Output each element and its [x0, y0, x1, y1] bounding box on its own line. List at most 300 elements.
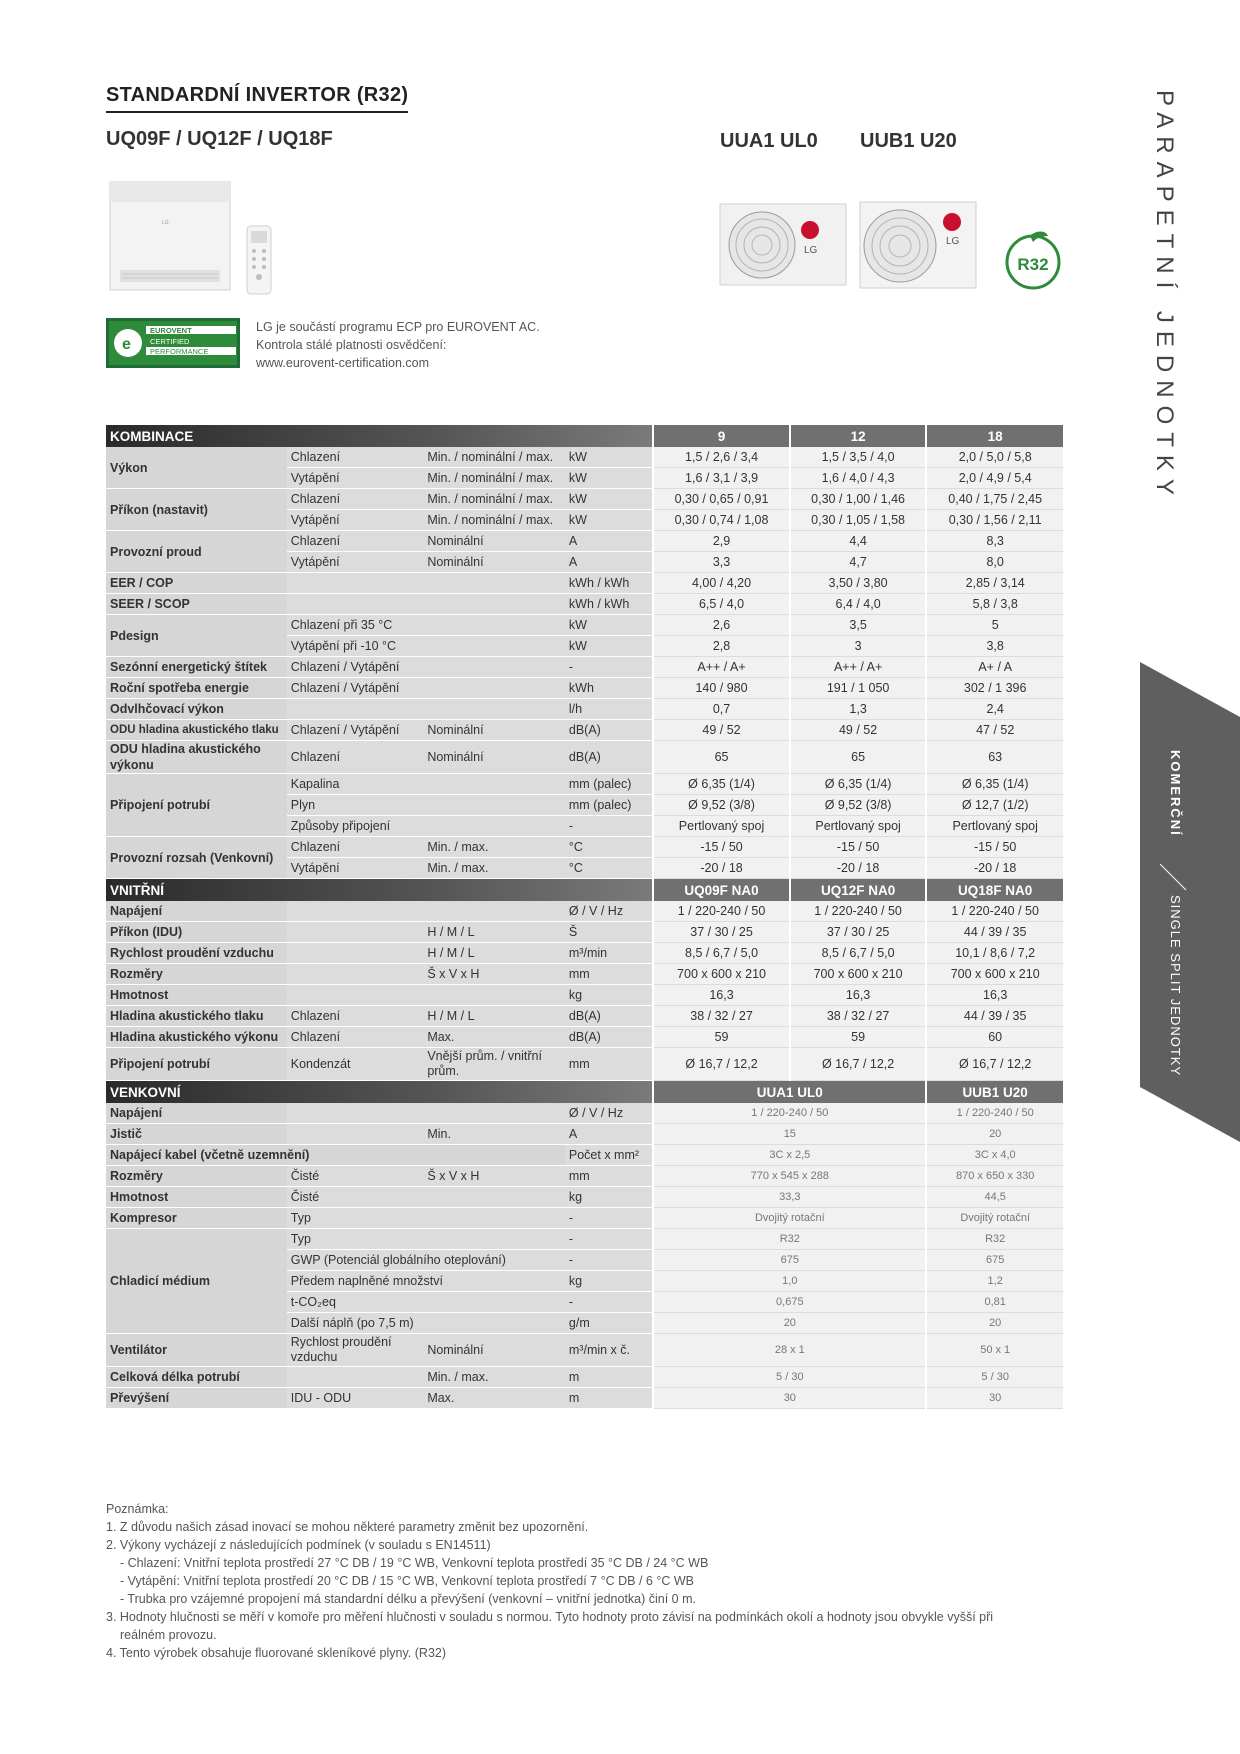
table-cell: 870 x 650 x 330: [926, 1166, 1063, 1187]
row-sublabel: Chlazení: [287, 1027, 424, 1048]
row-unit: m: [565, 1367, 653, 1388]
row-label: Odvlhčovací výkon: [106, 699, 287, 720]
eurovent-text-line-3: www.eurovent-certification.com: [256, 356, 429, 370]
table-cell: 38 / 32 / 27: [653, 1006, 790, 1027]
combo-header-row: [106, 425, 1063, 447]
row-sublabel: [287, 1367, 424, 1388]
row-unit: dB(A): [565, 720, 653, 741]
table-cell: 2,0 / 4,9 / 5,4: [926, 468, 1063, 489]
table-cell: 1,6 / 4,0 / 4,3: [790, 468, 927, 489]
row-label: Sezónní energetický štítek: [106, 657, 287, 678]
row-sublabel: Chlazení: [287, 447, 424, 468]
eurovent-logo: [106, 318, 240, 368]
table-row: [106, 1124, 1063, 1145]
side-title-text: PARAPETNÍ JEDNOTKY: [1151, 90, 1178, 503]
table-cell: -15 / 50: [653, 837, 790, 858]
row-label: Rozměry: [106, 964, 287, 985]
row-label: Výkon: [106, 447, 287, 489]
table-cell: 20: [653, 1313, 926, 1334]
row-unit: kW: [565, 615, 653, 636]
row-condition: [423, 594, 565, 615]
table-cell: 4,4: [790, 531, 927, 552]
row-sublabel: [287, 943, 424, 964]
table-row: [106, 985, 1063, 1006]
outdoor-header: VENKOVNÍ: [106, 1081, 653, 1104]
row-unit: Počet x mm²: [565, 1145, 653, 1166]
row-condition: Nominální: [423, 552, 565, 573]
outdoor-header-row: [106, 1081, 1063, 1104]
row-label: Roční spotřeba energie: [106, 678, 287, 699]
row-label: Rozměry: [106, 1166, 287, 1187]
row-label: Provozní proud: [106, 531, 287, 573]
row-condition: Max.: [423, 1388, 565, 1409]
table-cell: 675: [653, 1250, 926, 1271]
row-sublabel: Vytápění při -10 °C: [287, 636, 565, 657]
r32-label: R32: [1017, 255, 1049, 274]
row-sublabel: Vytápění: [287, 552, 424, 573]
combo-col-18: 18: [926, 425, 1063, 447]
table-cell: 5,8 / 3,8: [926, 594, 1063, 615]
combo-col-9: 9: [653, 425, 790, 447]
row-condition: Vnější prům. / vnitřní prům.: [423, 1048, 565, 1081]
eurovent-line-2: CERTIFIED: [150, 337, 190, 346]
row-sublabel: Vytápění: [287, 468, 424, 489]
table-cell: A++ / A+: [790, 657, 927, 678]
table-cell: 59: [653, 1027, 790, 1048]
table-cell: 65: [653, 741, 790, 774]
row-condition: Min.: [423, 1124, 565, 1145]
table-cell: Ø 6,35 (1/4): [926, 774, 1063, 795]
table-cell: 2,0 / 5,0 / 5,8: [926, 447, 1063, 468]
table-cell: 65: [790, 741, 927, 774]
table-cell: 37 / 30 / 25: [653, 922, 790, 943]
odu1-lg-mark: LG: [804, 245, 818, 256]
table-cell: Ø 12,7 (1/2): [926, 795, 1063, 816]
row-unit: -: [565, 1250, 653, 1271]
row-sublabel: GWP (Potenciál globálního oteplování): [287, 1250, 565, 1271]
row-unit: mm: [565, 964, 653, 985]
table-row: [106, 489, 1063, 510]
row-sublabel: Vytápění: [287, 510, 424, 531]
table-cell: 37 / 30 / 25: [790, 922, 927, 943]
row-sublabel: [287, 985, 565, 1006]
table-cell: 3,3: [653, 552, 790, 573]
indoor-header-row: [106, 879, 1063, 902]
row-unit: Ø / V / Hz: [565, 901, 653, 922]
row-label: Připojení potrubí: [106, 1048, 287, 1081]
table-cell: Ø 16,7 / 12,2: [790, 1048, 927, 1081]
table-cell: 47 / 52: [926, 720, 1063, 741]
row-unit: m³/min x č.: [565, 1334, 653, 1367]
row-condition: H / M / L: [423, 922, 565, 943]
table-cell: 0,30 / 1,56 / 2,11: [926, 510, 1063, 531]
row-unit: -: [565, 1208, 653, 1229]
table-cell: R32: [653, 1229, 926, 1250]
row-label: Hmotnost: [106, 1187, 287, 1208]
table-row: [106, 1048, 1063, 1081]
row-label: Celková délka potrubí: [106, 1367, 287, 1388]
row-unit: A: [565, 552, 653, 573]
row-label: Chladicí médium: [106, 1229, 287, 1334]
outdoor-unit-1-image: [718, 202, 848, 287]
row-sublabel: Chlazení: [287, 531, 424, 552]
table-cell: A++ / A+: [653, 657, 790, 678]
row-sublabel: [287, 922, 424, 943]
table-cell: 1 / 220-240 / 50: [790, 901, 927, 922]
table-row: [106, 1187, 1063, 1208]
table-cell: 1,5 / 3,5 / 4,0: [790, 447, 927, 468]
table-cell: 2,4: [926, 699, 1063, 720]
table-cell: 3,8: [926, 636, 1063, 657]
table-cell: 30: [926, 1388, 1063, 1409]
table-cell: 1,6 / 3,1 / 3,9: [653, 468, 790, 489]
indoor-models-title: UQ09F / UQ12F / UQ18F: [106, 128, 333, 150]
row-sublabel: [287, 1103, 565, 1124]
table-row: [106, 1027, 1063, 1048]
row-label: Hladina akustického tlaku: [106, 1006, 287, 1027]
row-condition: Š x V x H: [423, 1166, 565, 1187]
table-cell: Ø 9,52 (3/8): [653, 795, 790, 816]
table-cell: Ø 16,7 / 12,2: [653, 1048, 790, 1081]
row-label: EER / COP: [106, 573, 287, 594]
table-row: [106, 774, 1063, 795]
table-cell: Dvojitý rotační: [926, 1208, 1063, 1229]
combo-col-12: 12: [790, 425, 927, 447]
table-cell: 8,5 / 6,7 / 5,0: [653, 943, 790, 964]
row-label: Hladina akustického výkonu: [106, 1027, 287, 1048]
row-condition: Min. / max.: [423, 1367, 565, 1388]
table-cell: Ø 9,52 (3/8): [790, 795, 927, 816]
row-sublabel: IDU - ODU: [287, 1388, 424, 1409]
table-cell: 33,3: [653, 1187, 926, 1208]
row-sublabel: [287, 964, 424, 985]
indoor-unit-image: [108, 178, 233, 293]
row-sublabel: Chlazení: [287, 741, 424, 774]
odu2-lg-mark: LG: [946, 236, 960, 247]
row-sublabel: Rychlost proudění vzduchu: [287, 1334, 424, 1367]
row-unit: A: [565, 531, 653, 552]
row-sublabel: Předem naplněné množství: [287, 1271, 565, 1292]
row-label: Napájení: [106, 901, 287, 922]
table-cell: 1 / 220-240 / 50: [653, 901, 790, 922]
table-row: [106, 901, 1063, 922]
row-condition: Nominální: [423, 1334, 565, 1367]
table-cell: 700 x 600 x 210: [653, 964, 790, 985]
table-row: [106, 531, 1063, 552]
row-sublabel: Způsoby připojení: [287, 816, 565, 837]
row-unit: -: [565, 1292, 653, 1313]
row-sublabel: Vytápění: [287, 858, 424, 879]
table-row: [106, 447, 1063, 468]
table-cell: 1,5 / 2,6 / 3,4: [653, 447, 790, 468]
row-sublabel: Chlazení / Vytápění: [287, 678, 565, 699]
indoor-col-1: UQ09F NA0: [653, 879, 790, 902]
table-row: [106, 1006, 1063, 1027]
row-sublabel: [287, 594, 424, 615]
table-cell: 60: [926, 1027, 1063, 1048]
table-cell: 49 / 52: [653, 720, 790, 741]
side-section-title: [1150, 90, 1200, 510]
table-row: [106, 837, 1063, 858]
table-cell: 1,0: [653, 1271, 926, 1292]
table-cell: 44 / 39 / 35: [926, 922, 1063, 943]
row-unit: mm: [565, 1166, 653, 1187]
table-cell: 0,30 / 0,65 / 0,91: [653, 489, 790, 510]
table-cell: A+ / A: [926, 657, 1063, 678]
row-unit: mm (palec): [565, 774, 653, 795]
row-unit: kW: [565, 636, 653, 657]
table-row: [106, 657, 1063, 678]
table-cell: 0,30 / 1,00 / 1,46: [790, 489, 927, 510]
table-cell: 16,3: [653, 985, 790, 1006]
eurovent-description: [256, 318, 540, 372]
row-unit: mm: [565, 1048, 653, 1081]
table-row: [106, 1166, 1063, 1187]
table-cell: -20 / 18: [653, 858, 790, 879]
row-label: Příkon (IDU): [106, 922, 287, 943]
row-condition: Max.: [423, 1027, 565, 1048]
table-row: [106, 720, 1063, 741]
table-cell: 63: [926, 741, 1063, 774]
note-1: 1. Z důvodu našich zásad inovací se mohou některé parametry změnit bez upozornění.: [106, 1520, 589, 1534]
table-cell: 49 / 52: [790, 720, 927, 741]
row-condition: Min. / max.: [423, 858, 565, 879]
table-cell: 3,50 / 3,80: [790, 573, 927, 594]
row-unit: kW: [565, 447, 653, 468]
row-sublabel: Chlazení / Vytápění: [287, 720, 424, 741]
table-cell: 140 / 980: [653, 678, 790, 699]
table-row: [106, 1388, 1063, 1409]
row-condition: Min. / max.: [423, 837, 565, 858]
table-row: [106, 964, 1063, 985]
table-row: [106, 678, 1063, 699]
table-cell: 8,5 / 6,7 / 5,0: [790, 943, 927, 964]
table-cell: 3,5: [790, 615, 927, 636]
svg-text:e: e: [122, 336, 131, 353]
eurovent-text-line-2: Kontrola stálé platnosti osvědčení:: [256, 338, 447, 352]
row-condition: Nominální: [423, 741, 565, 774]
row-sublabel: Čisté: [287, 1187, 565, 1208]
table-cell: 1 / 220-240 / 50: [653, 1103, 926, 1124]
table-cell: 1,3: [790, 699, 927, 720]
table-cell: 302 / 1 396: [926, 678, 1063, 699]
row-unit: A: [565, 1124, 653, 1145]
row-unit: dB(A): [565, 1006, 653, 1027]
row-sublabel: Chlazení: [287, 489, 424, 510]
row-sublabel: Chlazení při 35 °C: [287, 615, 565, 636]
note-4: 4. Tento výrobek obsahuje fluorované skleníkové plyny. (R32): [106, 1646, 447, 1660]
table-cell: 15: [653, 1124, 926, 1145]
table-cell: 2,9: [653, 531, 790, 552]
row-sublabel: [287, 901, 565, 922]
table-cell: 38 / 32 / 27: [790, 1006, 927, 1027]
spec-table: [106, 425, 1063, 1409]
row-unit: dB(A): [565, 1027, 653, 1048]
row-label: Připojení potrubí: [106, 774, 287, 837]
row-sublabel: t-CO₂eq: [287, 1292, 565, 1313]
row-label: Příkon (nastavit): [106, 489, 287, 531]
row-condition: [423, 573, 565, 594]
table-cell: 1,2: [926, 1271, 1063, 1292]
row-label: ODU hladina akustického výkonu: [106, 741, 287, 774]
combo-header: KOMBINACE: [106, 425, 653, 447]
row-unit: mm (palec): [565, 795, 653, 816]
note-2: 2. Výkony vycházejí z následujících podmínek (v souladu s EN14511): [106, 1538, 491, 1552]
table-cell: 2,85 / 3,14: [926, 573, 1063, 594]
row-label: Převýšení: [106, 1388, 287, 1409]
table-cell: 700 x 600 x 210: [790, 964, 927, 985]
table-cell: 0,30 / 0,74 / 1,08: [653, 510, 790, 531]
indoor-lg-mark: LG: [162, 220, 169, 226]
tab-divider: [1158, 862, 1188, 892]
table-cell: 8,3: [926, 531, 1063, 552]
row-sublabel: Chlazení: [287, 1006, 424, 1027]
note-2-c: - Trubka pro vzájemné propojení má standardní délku a převýšení (venkovní – vnitřní jednotka) činí 0 m.: [120, 1592, 696, 1606]
table-row: [106, 1229, 1063, 1250]
row-condition: Nominální: [423, 720, 565, 741]
row-unit: Ø / V / Hz: [565, 1103, 653, 1124]
row-sublabel: Kondenzát: [287, 1048, 424, 1081]
table-cell: 2,8: [653, 636, 790, 657]
row-unit: kg: [565, 985, 653, 1006]
table-row: [106, 1334, 1063, 1367]
table-cell: 0,30 / 1,05 / 1,58: [790, 510, 927, 531]
table-cell: 1 / 220-240 / 50: [926, 1103, 1063, 1124]
row-unit: kW: [565, 510, 653, 531]
table-cell: 6,5 / 4,0: [653, 594, 790, 615]
row-sublabel: Chlazení / Vytápění: [287, 657, 565, 678]
row-unit: °C: [565, 858, 653, 879]
row-unit: kW: [565, 468, 653, 489]
row-sublabel: Plyn: [287, 795, 565, 816]
indoor-col-3: UQ18F NA0: [926, 879, 1063, 902]
row-unit: kWh / kWh: [565, 573, 653, 594]
table-cell: 20: [926, 1124, 1063, 1145]
table-cell: 0,81: [926, 1292, 1063, 1313]
table-cell: 16,3: [926, 985, 1063, 1006]
table-row: [106, 1103, 1063, 1124]
table-cell: Dvojitý rotační: [653, 1208, 926, 1229]
row-label: Provozní rozsah (Venkovní): [106, 837, 287, 879]
table-cell: R32: [926, 1229, 1063, 1250]
row-condition: Nominální: [423, 531, 565, 552]
table-row: [106, 1208, 1063, 1229]
r32-refrigerant-icon: [1002, 228, 1064, 290]
table-row: [106, 699, 1063, 720]
row-condition: H / M / L: [423, 1006, 565, 1027]
row-unit: °C: [565, 837, 653, 858]
row-unit: Š: [565, 922, 653, 943]
table-row: [106, 594, 1063, 615]
row-condition: Min. / nominální / max.: [423, 468, 565, 489]
row-label: Kompresor: [106, 1208, 287, 1229]
row-sublabel: Typ: [287, 1208, 565, 1229]
outdoor-model-2-title: UUB1 U20: [860, 130, 957, 152]
row-unit: kW: [565, 489, 653, 510]
row-unit: g/m: [565, 1313, 653, 1334]
table-cell: -20 / 18: [790, 858, 927, 879]
tab-category-label: KOMERČNÍ: [1168, 750, 1183, 837]
table-cell: 3C x 4,0: [926, 1145, 1063, 1166]
row-condition: Š x V x H: [423, 964, 565, 985]
row-unit: dB(A): [565, 741, 653, 774]
row-label: Napájení: [106, 1103, 287, 1124]
table-cell: 3C x 2,5: [653, 1145, 926, 1166]
row-label: Ventilátor: [106, 1334, 287, 1367]
row-unit: l/h: [565, 699, 653, 720]
row-condition: Min. / nominální / max.: [423, 447, 565, 468]
table-cell: -15 / 50: [926, 837, 1063, 858]
row-label: SEER / SCOP: [106, 594, 287, 615]
table-cell: 50 x 1: [926, 1334, 1063, 1367]
row-sublabel: Další náplň (po 7,5 m): [287, 1313, 565, 1334]
row-unit: -: [565, 657, 653, 678]
table-cell: 191 / 1 050: [790, 678, 927, 699]
table-cell: Ø 6,35 (1/4): [790, 774, 927, 795]
category-tab: [1140, 662, 1240, 1142]
row-unit: kWh: [565, 678, 653, 699]
remote-control-image: [246, 225, 272, 295]
table-row: [106, 1367, 1063, 1388]
row-sublabel: [287, 573, 424, 594]
note-2-b: - Vytápění: Vnitřní teplota prostředí 20 °C DB / 15 °C WB, Venkovní teplota prostředí 7 °C DB / 6 °C WB: [120, 1574, 694, 1588]
table-cell: 1 / 220-240 / 50: [926, 901, 1063, 922]
table-cell: Ø 16,7 / 12,2: [926, 1048, 1063, 1081]
row-unit: -: [565, 816, 653, 837]
row-unit: kWh / kWh: [565, 594, 653, 615]
table-cell: 16,3: [790, 985, 927, 1006]
table-cell: 675: [926, 1250, 1063, 1271]
table-cell: 700 x 600 x 210: [926, 964, 1063, 985]
row-sublabel: [287, 1124, 424, 1145]
tab-subcategory-label: SINGLE SPLIT JEDNOTKY: [1168, 895, 1183, 1077]
table-cell: 10,1 / 8,6 / 7,2: [926, 943, 1063, 964]
table-row: [106, 943, 1063, 964]
eurovent-text-line-1: LG je součástí programu ECP pro EUROVENT AC.: [256, 320, 540, 334]
table-cell: 8,0: [926, 552, 1063, 573]
indoor-col-2: UQ12F NA0: [790, 879, 927, 902]
table-row: [106, 1145, 1063, 1166]
row-sublabel: Chlazení: [287, 837, 424, 858]
tab-shape: [1140, 662, 1240, 1142]
row-label: Hmotnost: [106, 985, 287, 1006]
table-cell: Pertlovaný spoj: [653, 816, 790, 837]
row-condition: Min. / nominální / max.: [423, 510, 565, 531]
note-3: 3. Hodnoty hlučnosti se měří v komoře pro měření hlučnosti v souladu s normou. Tyto hodnoty proto závisí na podmínkách okolí a hodnoty jsou obvykle vyšší při: [106, 1610, 994, 1624]
eurovent-line-3: PERFORMANCE: [150, 347, 209, 356]
table-cell: Pertlovaný spoj: [790, 816, 927, 837]
table-cell: 0,40 / 1,75 / 2,45: [926, 489, 1063, 510]
row-unit: kg: [565, 1271, 653, 1292]
table-cell: 0,7: [653, 699, 790, 720]
outdoor-unit-2-image: [858, 200, 978, 290]
row-sublabel: Kapalina: [287, 774, 565, 795]
row-label: Jistič: [106, 1124, 287, 1145]
table-cell: 30: [653, 1388, 926, 1409]
table-cell: 770 x 545 x 288: [653, 1166, 926, 1187]
table-cell: 5 / 30: [653, 1367, 926, 1388]
notes-heading: Poznámka:: [106, 1502, 169, 1516]
table-cell: 3: [790, 636, 927, 657]
note-2-a: - Chlazení: Vnitřní teplota prostředí 27 °C DB / 19 °C WB, Venkovní teplota prostředí 35 °C DB / 24 °C WB: [120, 1556, 709, 1570]
table-cell: 4,00 / 4,20: [653, 573, 790, 594]
table-cell: 5: [926, 615, 1063, 636]
table-cell: -20 / 18: [926, 858, 1063, 879]
indoor-header: VNITŘNÍ: [106, 879, 653, 902]
outdoor-col-1: UUA1 UL0: [653, 1081, 926, 1104]
row-unit: kg: [565, 1187, 653, 1208]
row-label: ODU hladina akustického tlaku: [106, 720, 287, 741]
